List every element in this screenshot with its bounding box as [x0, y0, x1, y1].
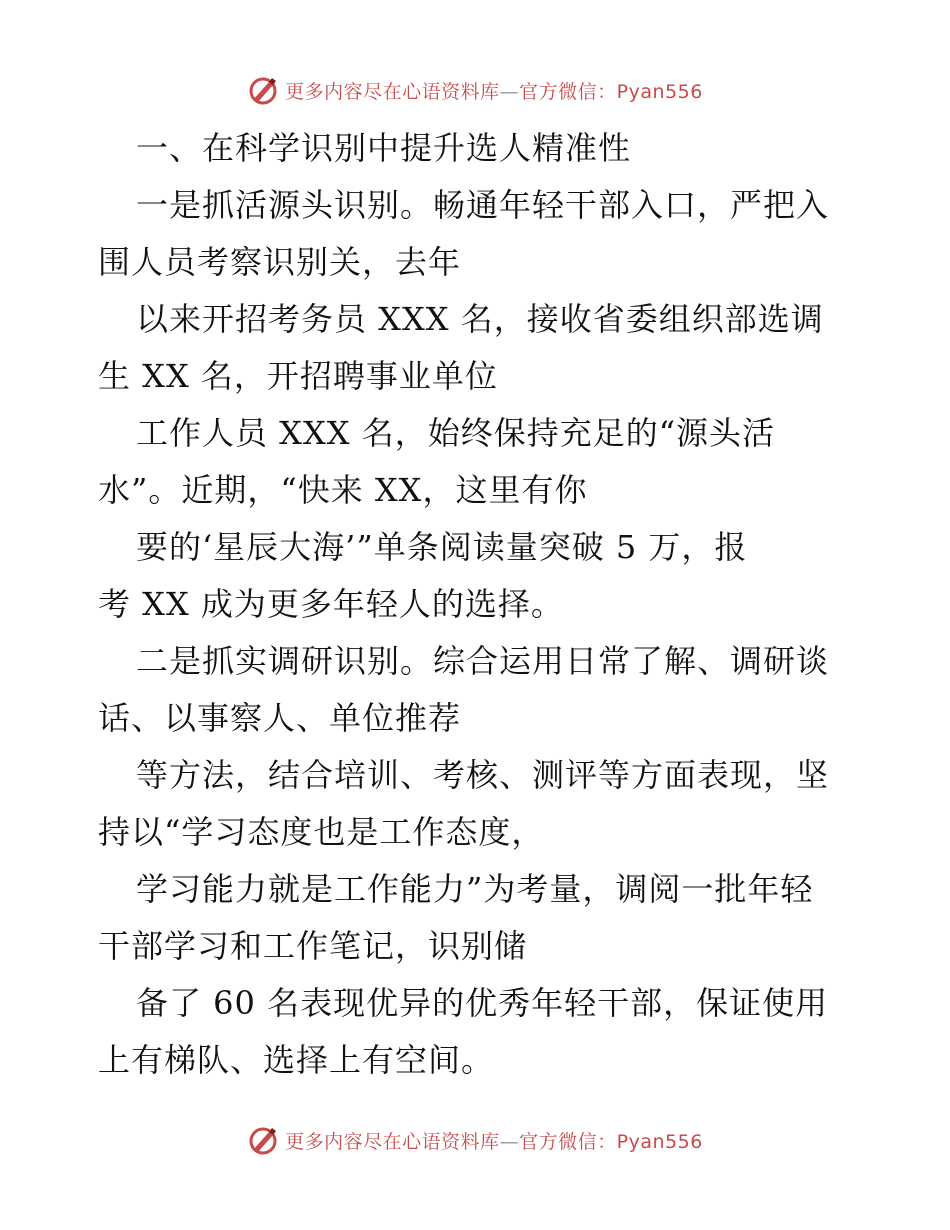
header-banner	[0, 70, 950, 110]
paragraph-line: 学习能力就是工作能力”为考量，调阅一批年轻	[136, 870, 814, 908]
paragraph-line: 等方法，结合培训、考核、测评等方面表现，坚	[136, 756, 830, 794]
section-heading: 一、在科学识别中提升选人精准性	[136, 129, 632, 167]
document-body	[98, 120, 858, 1089]
paragraph-line: 生 XX 名，开招聘事业单位	[98, 357, 498, 395]
footer-banner-text: 更多内容尽在心语资料库—官方微信：Pyan556	[285, 1130, 703, 1153]
paragraph-line: 考 XX 成为更多年轻人的选择。	[98, 585, 564, 623]
paragraph-line: 备了 60 名表现优异的优秀年轻干部，保证使用	[136, 984, 829, 1022]
paragraph-line: 二是抓实调研识别。综合运用日常了解、调研谈	[136, 642, 830, 680]
paragraph-line: 工作人员 XXX 名，始终保持充足的“源头活	[136, 414, 776, 452]
paragraph-line: 干部学习和工作笔记，识别储	[98, 927, 528, 965]
header-banner-text: 更多内容尽在心语资料库—官方微信：Pyan556	[285, 80, 703, 103]
pen-logo-icon	[247, 74, 279, 106]
paragraph-line: 一是抓活源头识别。畅通年轻干部入口，严把入	[136, 186, 830, 224]
paragraph-line: 持以“学习态度也是工作态度，	[98, 813, 545, 851]
paragraph-line: 围人员考察识别关，去年	[98, 243, 462, 281]
paragraph-line: 水”。近期，“快来 XX，这里有你	[98, 471, 588, 509]
paragraph-line: 以来开招考务员 XXX 名，接收省委组织部选调	[136, 300, 824, 338]
pen-logo-icon	[247, 1124, 279, 1156]
paragraph-line: 要的‘星辰大海’”单条阅读量突破 5 万，报	[136, 528, 748, 566]
paragraph-line: 话、以事察人、单位推荐	[98, 699, 462, 737]
footer-banner	[0, 1120, 950, 1160]
paragraph-line: 上有梯队、选择上有空间。	[98, 1041, 495, 1079]
